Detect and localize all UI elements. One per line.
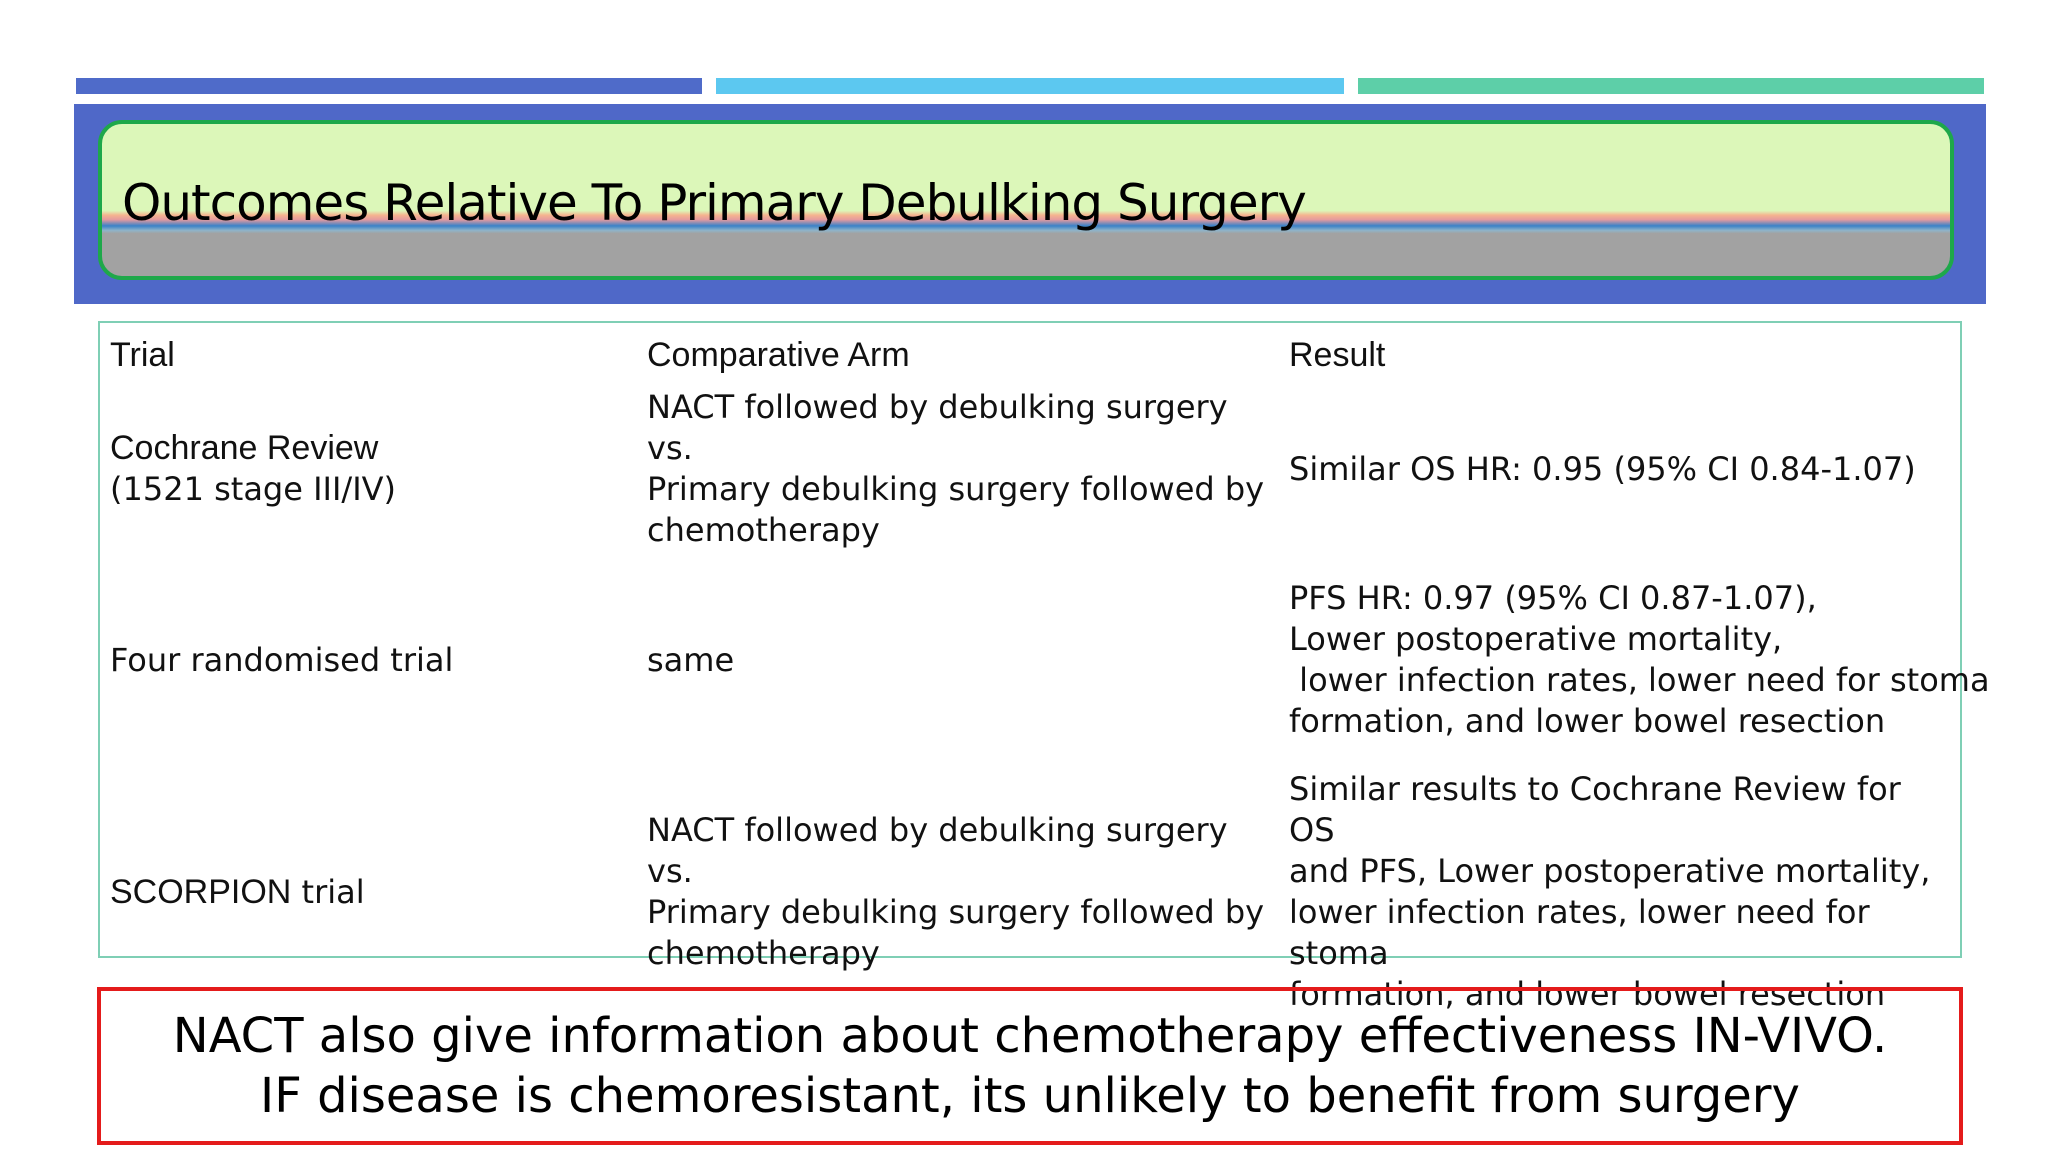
result-line: PFS HR: 0.97 (95% CI 0.87-1.07), <box>1289 579 1817 617</box>
arm-line: same <box>647 640 735 679</box>
arm-line: Primary debulking surgery followed by <box>647 893 1265 931</box>
trial-detail: (1521 stage III/IV) <box>110 470 396 508</box>
table-header-row <box>100 323 1960 387</box>
slide-title: Outcomes Relative To Primary Debulking Surgery <box>122 174 1306 232</box>
arm-line: NACT followed by debulking surgery vs. <box>647 388 1228 467</box>
trial-detail: trial <box>291 872 365 911</box>
result-line: formation, and lower bowel resection <box>1289 702 1886 740</box>
result-cell <box>1279 769 1960 1015</box>
arm-line: chemotherapy <box>647 934 880 972</box>
header-trial: Trial <box>110 335 175 374</box>
trial-cell <box>100 551 637 769</box>
result-cell <box>1279 387 1960 551</box>
trial-name: Cochrane Review <box>110 429 379 467</box>
arm-line: NACT followed by debulking surgery vs. <box>647 811 1228 890</box>
result-line: Lower postoperative mortality, <box>1289 620 1783 658</box>
accent-bar-cyan <box>716 78 1344 94</box>
header-comparative-arm: Comparative Arm <box>647 335 910 374</box>
arm-cell <box>637 551 1279 769</box>
result-cell <box>1279 551 1990 769</box>
callout-line: IF disease is chemoresistant, its unlikely to benefit from surgery <box>260 1068 1800 1124</box>
header-result: Result <box>1289 335 1386 374</box>
trial-cell <box>100 769 637 1015</box>
key-message-callout <box>97 987 1963 1145</box>
outcomes-table <box>98 321 1990 1013</box>
title-banner-inner <box>98 120 1954 280</box>
trial-detail: Four randomised trial <box>110 640 454 679</box>
table-row <box>100 387 1960 551</box>
title-banner <box>74 104 1986 304</box>
result-line: Similar results to Cochrane Review for OS <box>1289 770 1901 849</box>
result-line: lower infection rates, lower need for stoma <box>1289 893 1870 972</box>
arm-cell <box>637 769 1279 1015</box>
result-line: Similar OS HR: 0.95 (95% CI 0.84-1.07) <box>1289 449 1916 488</box>
trial-name: SCORPION <box>110 872 292 911</box>
accent-bar-blue <box>76 78 702 94</box>
table-row <box>100 551 1960 769</box>
table-row <box>100 769 1960 1015</box>
arm-line: chemotherapy <box>647 511 880 549</box>
callout-line: NACT also give information about chemotherapy effectiveness IN-VIVO. <box>172 1008 1888 1064</box>
trial-cell <box>100 387 637 551</box>
arm-line: Primary debulking surgery followed by <box>647 470 1265 508</box>
result-line: lower infection rates, lower need for stoma <box>1289 661 1990 699</box>
result-line: and PFS, Lower postoperative mortality, <box>1289 852 1931 890</box>
result-line: formation, and lower bowel resection <box>1289 975 1886 1013</box>
accent-bar-green <box>1358 78 1984 94</box>
arm-cell <box>637 387 1279 551</box>
